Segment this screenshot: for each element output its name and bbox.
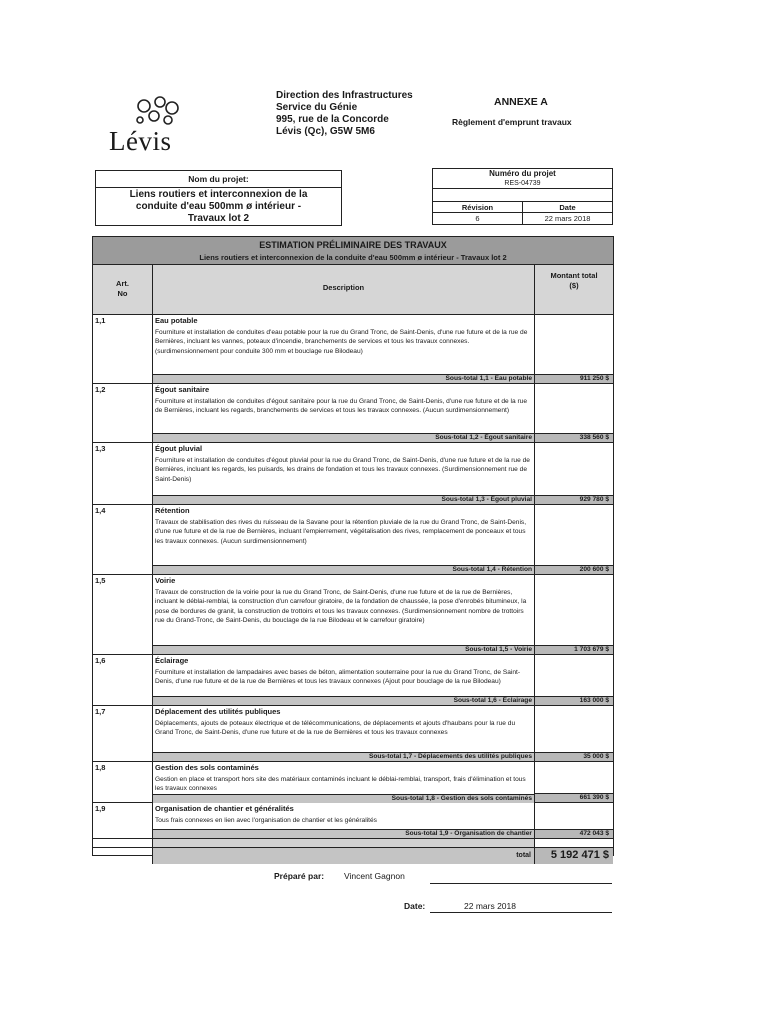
section-title: Déplacement des utilités publiques <box>155 707 281 716</box>
subtotal-label: Sous-total 1,2 - Égout sanitaire <box>153 433 534 442</box>
estimate-title: ESTIMATION PRÉLIMINAIRE DES TRAVAUX <box>259 240 447 250</box>
subtotal-label: Sous-total 1,1 - Eau potable <box>153 374 534 383</box>
project-number-value: RES-04739 <box>433 179 612 189</box>
article-number: 1,5 <box>93 575 153 654</box>
section-title: Gestion des sols contaminés <box>155 763 259 772</box>
col-art-header <box>93 265 153 314</box>
spacer-row <box>93 839 613 848</box>
subtotal-amount: 338 560 $ <box>535 433 613 442</box>
total-row <box>93 848 613 864</box>
section-title: Eau potable <box>155 316 198 325</box>
estimate-header <box>93 237 613 265</box>
total-label: total <box>153 848 535 864</box>
col-art-line: Art. <box>116 279 129 288</box>
section-description: Fourniture et installation de conduites d'égout sanitaire pour la rue du Grand Tronc, de Saint-Denis, d'une rue future et de la rue de Bernières, incluant les regards, branchements de services et tous les travaux connexes. (Aucun surdimensionnement) <box>155 398 527 415</box>
subtotal-amount: 35 000 $ <box>535 752 613 761</box>
footer-date-value: 22 mars 2018 <box>464 901 516 911</box>
estimate-subtitle: Liens routiers et interconnexion de la conduite d'eau 500mm ø intérieur - Travaux lot 2 <box>199 253 507 262</box>
col-amount-line: ($) <box>569 281 579 290</box>
section-title: Rétention <box>155 506 190 515</box>
annex-subtitle: Règlement d'emprunt travaux <box>452 117 572 127</box>
project-number-label: Numéro du projet <box>489 169 556 178</box>
total-amount: 5 192 471 $ <box>535 848 613 864</box>
subtotal-amount: 1 703 679 $ <box>535 645 613 654</box>
prepared-by-value: Vincent Gagnon <box>344 871 405 881</box>
date-value: 22 mars 2018 <box>522 213 612 224</box>
org-line: 995, rue de la Concorde <box>276 114 389 125</box>
section-title: Organisation de chantier et généralités <box>155 804 294 813</box>
col-amount-header <box>535 265 613 314</box>
table-row <box>93 384 613 443</box>
project-name-line: Travaux lot 2 <box>187 213 250 224</box>
article-number: 1,6 <box>93 655 153 705</box>
project-name-line: conduite d'eau 500mm ø intérieur - <box>135 201 302 212</box>
project-name <box>96 188 341 225</box>
col-description-header: Description <box>153 265 535 314</box>
subtotal-amount: 472 043 $ <box>535 829 613 838</box>
article-number: 1,8 <box>93 762 153 802</box>
table-row <box>93 655 613 706</box>
project-name-label: Nom du projet: <box>96 171 341 188</box>
revision-value: 6 <box>475 214 480 223</box>
estimate-table <box>92 236 614 861</box>
org-line: Service du Génie <box>276 102 358 113</box>
table-row <box>93 315 613 384</box>
subtotal-amount: 661 390 $ <box>535 793 613 802</box>
subtotal-label: Sous-total 1,3 - Égout pluvial <box>153 495 534 504</box>
subtotal-label: Sous-total 1,5 - Voirie <box>153 645 534 654</box>
signature-line <box>430 883 612 884</box>
subtotal-amount: 163 000 $ <box>535 696 613 705</box>
prepared-by-label: Préparé par: <box>274 871 325 881</box>
logo-wordmark: Lévis <box>109 126 172 156</box>
date-label: Date <box>522 202 612 212</box>
organization-address <box>276 90 413 138</box>
subtotal-amount: 200 600 $ <box>535 565 613 574</box>
revision-label: Révision <box>461 203 494 212</box>
annex-title: ANNEXE A <box>494 96 548 108</box>
section-description: Travaux de stabilisation des rives du ruisseau de la Savane pour la rétention pluviale de la rue du Grand Tronc, de Saint-Denis, d'une rue future et de la rue de Bernières, incluant l'empierrement, végétalisation des rives, remplacement de ponceaux et tous les travaux connexes. (Aucun surdimensionnement) <box>155 519 527 545</box>
date-line <box>430 912 612 913</box>
table-row <box>93 505 613 575</box>
subtotal-label: Sous-total 1,6 - Éclairage <box>153 696 534 705</box>
section-description: Fourniture et installation de conduites d'eau potable pour la rue du Grand Tronc, de Saint-Denis, d'une rue future et de la rue de Bernières, incluant les vannes, poteaux d'incendie, branchements de services et tous les travaux connexes. (surdimensionnement pour conduite 300 mm et bouclage rue Bilodeau) <box>155 329 528 355</box>
article-number: 1,2 <box>93 384 153 442</box>
table-row <box>93 762 613 803</box>
article-number: 1,9 <box>93 803 153 838</box>
section-title: Égout pluvial <box>155 444 203 453</box>
column-headers <box>93 265 613 315</box>
table-row <box>93 443 613 505</box>
table-row <box>93 803 613 839</box>
article-number: 1,1 <box>93 315 153 383</box>
project-number-box <box>432 168 613 225</box>
subtotal-amount: 911 250 $ <box>535 374 613 383</box>
table-row <box>93 575 613 655</box>
section-description: Déplacements, ajouts de poteaux électrique et de télécommunications, de déplacements et ajouts d'haubans pour la rue du Grand Tronc, de Saint-Denis, d'une rue future et de la rue de Bernières et tous les travaux connexes <box>155 720 516 737</box>
section-title: Éclairage <box>155 656 189 665</box>
article-number: 1,3 <box>93 443 153 504</box>
col-amount-line: Montant total <box>550 271 598 280</box>
subtotal-label: Sous-total 1,9 - Organisation de chantier <box>153 829 534 838</box>
footer-date-label: Date: <box>404 901 426 911</box>
section-description: Fourniture et installation de conduites d'égout pluvial pour la rue du Grand Tronc, de Saint-Denis, d'une rue future et de la rue de Bernières, incluant les regards, les puisards, les drains de fondation et tous les travaux connexes. (Surdimensionnement rue de Saint-Denis) <box>155 457 530 483</box>
section-title: Voirie <box>155 576 176 585</box>
org-line: Direction des Infrastructures <box>276 90 413 101</box>
section-description: Gestion en place et transport hors site des matériaux contaminés incluant le déblai-remblai, transport, frais d'élimination et tous les travaux connexes <box>155 776 526 793</box>
section-description: Fourniture et installation de lampadaires avec bases de béton, alimentation souterraine pour la rue du Grand Tronc, de Saint-Denis, d'une rue future et de la rue de Bernières et tous les travaux connexes (Ajout pour bouclage de la rue Bilodeau) <box>155 669 521 686</box>
section-description: Tous frais connexes en lien avec l'organisation de chantier et les généralités <box>155 817 377 824</box>
section-title: Égout sanitaire <box>155 385 210 394</box>
section-description: Travaux de construction de la voirie pour la rue du Grand Tronc, de Saint-Denis, d'une rue future et de la rue de Bernières, incluant le déblai-remblai, la construction d'un carrefour giratoire, de la fondation de chaussée, la pose d'enrobés bitumineux, la pose de bordures de granit, la construction de trottoirs et tous les travaux connexes. (Surdimensionnement nombre de trottoirs rue du Grand-Tronc, de Saint-Denis, du bouclage de la rue Bilodeau et le carrefour giratoire) <box>155 589 527 624</box>
project-name-line: Liens routiers et interconnexion de la <box>129 189 308 200</box>
article-number: 1,7 <box>93 706 153 761</box>
project-name-box <box>95 170 342 226</box>
subtotal-label: Sous-total 1,8 - Gestion des sols contaminés <box>153 794 534 803</box>
subtotal-label: Sous-total 1,7 - Déplacements des utilités publiques <box>153 752 534 761</box>
col-art-line: No <box>117 289 128 298</box>
subtotal-amount: 929 780 $ <box>535 495 613 504</box>
table-row <box>93 706 613 762</box>
subtotal-label: Sous-total 1,4 - Rétention <box>153 565 534 574</box>
org-line: Lévis (Qc), G5W 5M6 <box>276 126 375 137</box>
article-number: 1,4 <box>93 505 153 574</box>
